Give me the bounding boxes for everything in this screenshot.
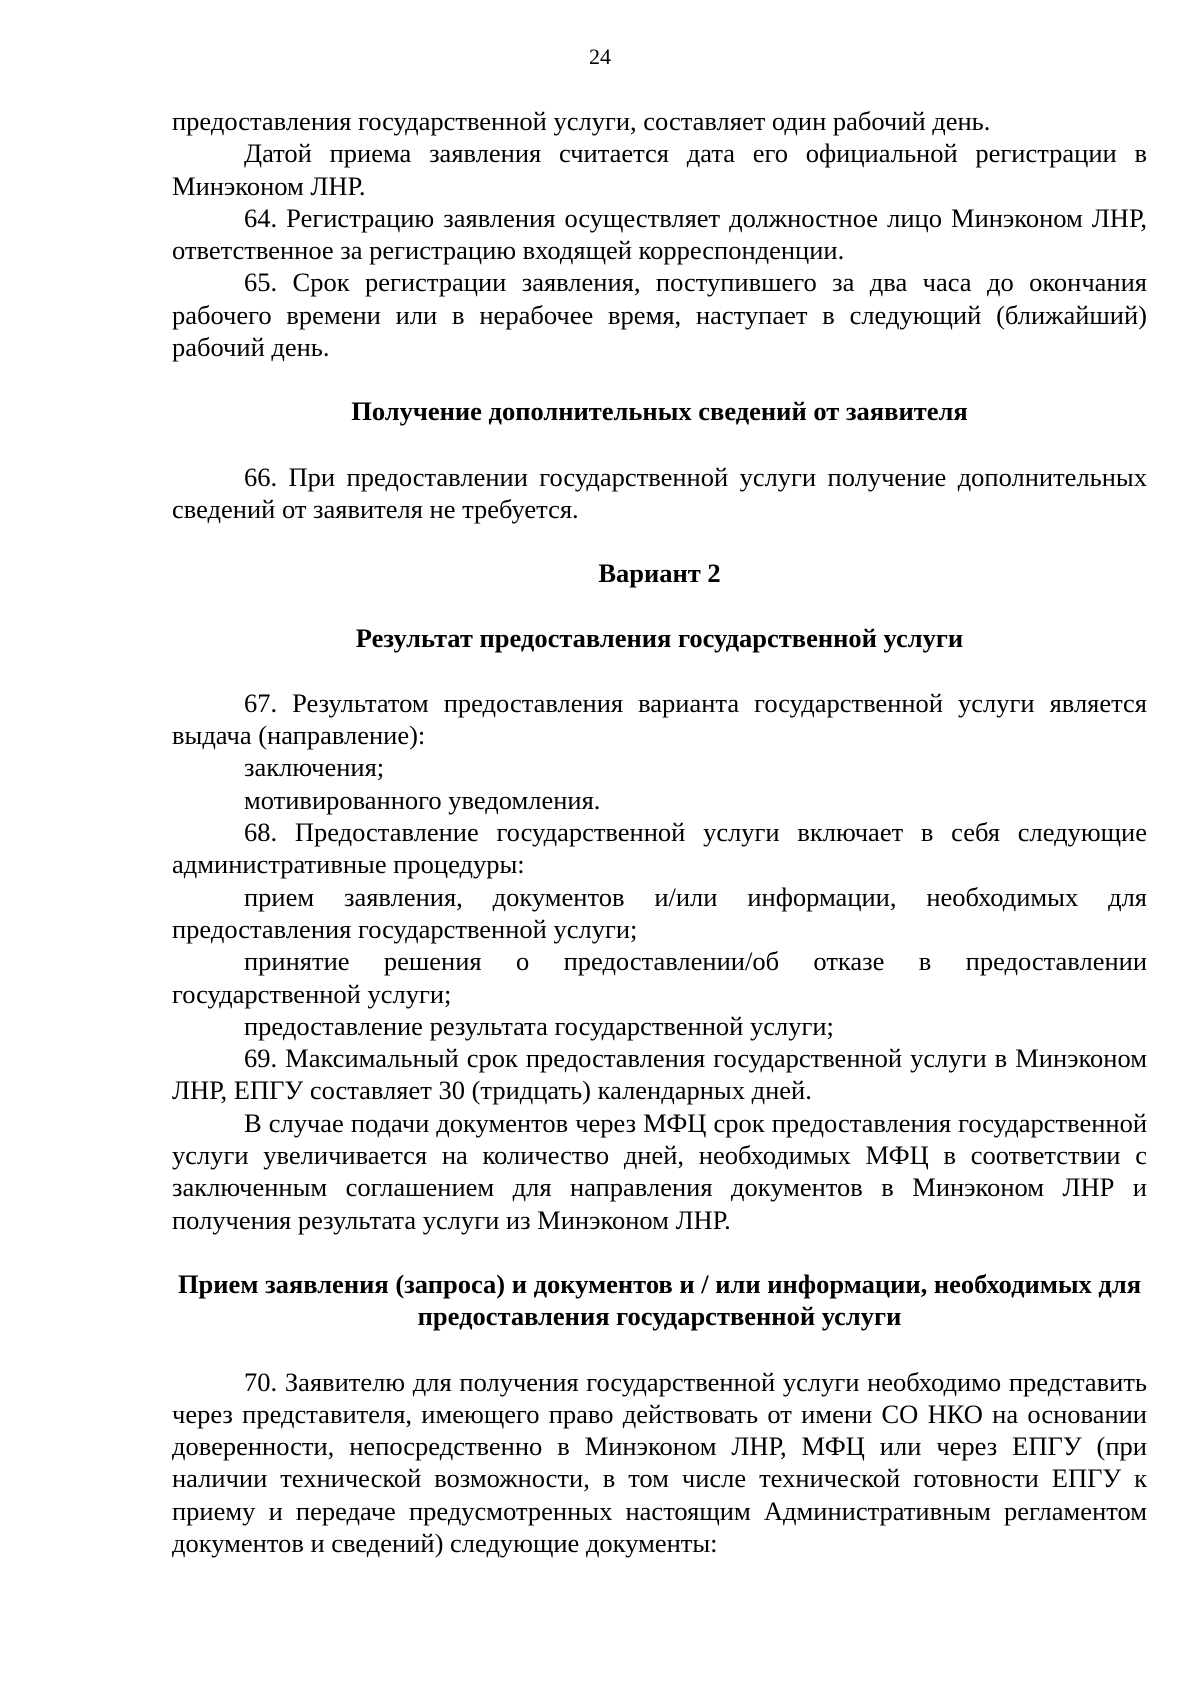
paragraph-67: 67. Результатом предоставления варианта государственной услуги является выдача (направление): [172, 687, 1147, 751]
paragraph-continuation: предоставления государственной услуги, составляет один рабочий день. [172, 106, 991, 136]
heading-variant: Вариант 2 [598, 558, 721, 589]
page-number: 24 [589, 44, 611, 69]
document-body [172, 105, 1147, 1559]
list-item-procedure-result: предоставление результата государственной услуги; [244, 1010, 834, 1041]
paragraph-68: 68. Предоставление государственной услуги включает в себя следующие административные процедуры: [172, 817, 1147, 880]
paragraph-66: 66. При предоставлении государственной услуги получение дополнительных сведений от заявителя не требуется. [172, 461, 1147, 524]
list-item-procedure-decision: принятие решения о предоставлении/об отказе в предоставлении государственной услуги; [172, 946, 1147, 1009]
paragraph-65: 65. Срок регистрации заявления, поступившего за два часа до окончания рабочего времени или в нерабочее время, наступает в следующий (ближайший) рабочий день. [172, 267, 1147, 363]
spacer [172, 1236, 1147, 1268]
heading-result: Результат предоставления государственной услуги [355, 622, 964, 653]
spacer [172, 590, 1147, 622]
heading-reception: Прием заявления (запроса) и документов и / или информации, необходимых для предоставления государственной услуги [177, 1268, 1142, 1332]
paragraph-70: 70. Заявителю для получения государственной услуги необходимо представить через представителя, имеющего право действовать от имени СО НКО на основании доверенности, непосредственно в Минэконом ЛНР, МФЦ или через ЕПГУ (при наличии технической возможности, в том числе технической готовности ЕПГУ к приему и передаче предусмотренных настоящим Административным регламентом документов и сведений) следующие документы: [172, 1366, 1147, 1558]
paragraph-69: 69. Максимальный срок предоставления государственной услуги в Минэконом ЛНР, ЕПГУ составляет 30 (тридцать) календарных дней. [172, 1043, 1147, 1106]
heading-additional-info: Получение дополнительных сведений от заявителя [351, 396, 968, 427]
spacer [172, 525, 1147, 557]
spacer [172, 363, 1147, 395]
spacer [172, 654, 1147, 687]
spacer [172, 428, 1147, 461]
list-item-conclusion: заключения; [244, 752, 385, 783]
paragraph-reception-date: Датой приема заявления считается дата его официальной регистрации в Минэконом ЛНР. [172, 138, 1147, 201]
paragraph-mfc-term: В случае подачи документов через МФЦ срок предоставления государственной услуги увеличивается на количество дней, необходимых МФЦ в соответствии с заключенным соглашением для направления документов в Минэконом ЛНР и получения результата услуги из Минэконом ЛНР. [172, 1107, 1147, 1235]
list-item-procedure-reception: прием заявления, документов и/или информации, необходимых для предоставления государственной услуги; [172, 881, 1147, 944]
paragraph-64: 64. Регистрацию заявления осуществляет должностное лицо Минэконом ЛНР, ответственное за регистрацию входящей корреспонденции. [172, 202, 1147, 266]
spacer [172, 1333, 1147, 1366]
list-item-notice: мотивированного уведомления. [244, 784, 601, 815]
